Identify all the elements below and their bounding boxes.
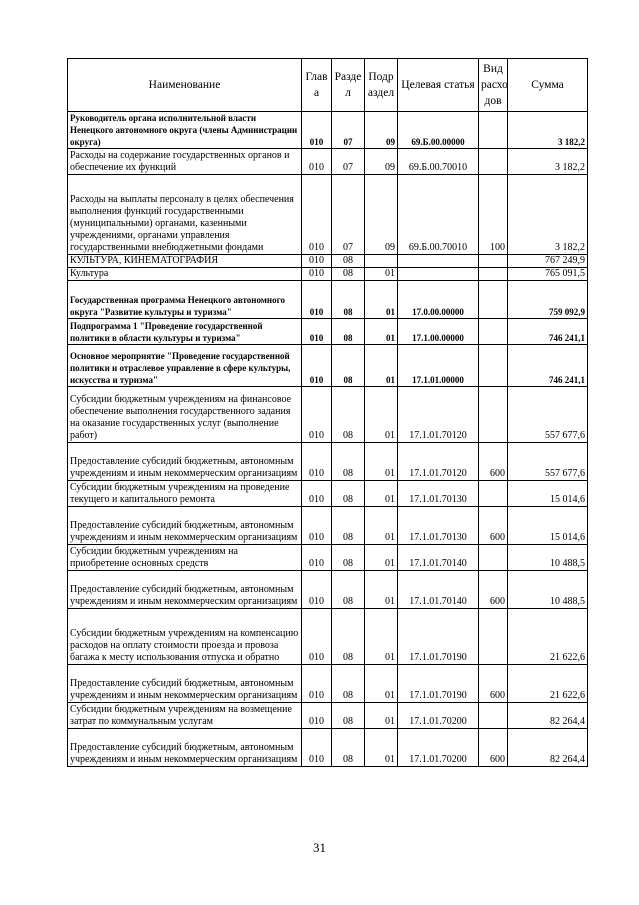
- row-statya: 17.1.01.70130: [398, 507, 479, 545]
- row-name: Расходы на содержание государственных органов и обеспечение их функций: [68, 149, 302, 175]
- row-vid: [479, 609, 508, 665]
- row-razdel: 08: [332, 345, 365, 387]
- row-summa: 3 182,2: [508, 112, 588, 149]
- row-razdel: 08: [332, 255, 365, 268]
- row-vid: 600: [479, 443, 508, 481]
- table-row: [68, 481, 588, 507]
- row-podrazdel: 09: [365, 175, 398, 255]
- row-statya: 17.1.01.70190: [398, 609, 479, 665]
- row-glava: 010: [302, 255, 332, 268]
- table-row: [68, 507, 588, 545]
- table-row: [68, 175, 588, 255]
- row-razdel: 08: [332, 665, 365, 703]
- row-glava: 010: [302, 281, 332, 319]
- row-glava: 010: [302, 703, 332, 729]
- table-row: [68, 281, 588, 319]
- row-name: Предоставление субсидий бюджетным, автономным учреждениям и иным некоммерческим организациям: [68, 729, 302, 767]
- row-statya: 17.1.01.70140: [398, 545, 479, 571]
- row-vid: [479, 545, 508, 571]
- row-name: Субсидии бюджетным учреждениям на компенсацию расходов на оплату стоимости проезда и провоза багажа к месту использования отпуска и обратно: [68, 609, 302, 665]
- row-glava: 010: [302, 387, 332, 443]
- row-glava: 010: [302, 545, 332, 571]
- row-glava: 010: [302, 609, 332, 665]
- row-razdel: 08: [332, 387, 365, 443]
- row-summa: 746 241,1: [508, 345, 588, 387]
- row-razdel: 08: [332, 268, 365, 281]
- row-name: Субсидии бюджетным учреждениям на возмещение затрат по коммунальным услугам: [68, 703, 302, 729]
- row-glava: 010: [302, 481, 332, 507]
- row-summa: 557 677,6: [508, 387, 588, 443]
- row-podrazdel: 01: [365, 281, 398, 319]
- row-glava: 010: [302, 175, 332, 255]
- table-row: [68, 268, 588, 281]
- table-row: [68, 319, 588, 345]
- row-name: Предоставление субсидий бюджетным, автономным учреждениям и иным некоммерческим организациям: [68, 665, 302, 703]
- row-vid: [479, 703, 508, 729]
- row-vid: [479, 268, 508, 281]
- row-summa: 3 182,2: [508, 175, 588, 255]
- row-summa: 82 264,4: [508, 729, 588, 767]
- row-glava: 010: [302, 571, 332, 609]
- col-header-razdel: Разде л: [332, 59, 365, 112]
- row-statya: [398, 255, 479, 268]
- row-podrazdel: 01: [365, 703, 398, 729]
- row-podrazdel: 01: [365, 665, 398, 703]
- col-header-summa: Сумма: [508, 59, 588, 112]
- table-header-row: [68, 59, 588, 112]
- page-number: 31: [313, 840, 326, 855]
- row-razdel: 08: [332, 609, 365, 665]
- row-glava: 010: [302, 149, 332, 175]
- row-glava: 010: [302, 729, 332, 767]
- row-summa: 3 182,2: [508, 149, 588, 175]
- row-name: Предоставление субсидий бюджетным, автономным учреждениям и иным некоммерческим организациям: [68, 507, 302, 545]
- row-podrazdel: 09: [365, 149, 398, 175]
- row-statya: 17.1.01.70200: [398, 703, 479, 729]
- row-statya: 69.Б.00.70010: [398, 175, 479, 255]
- table-row: [68, 571, 588, 609]
- col-header-statya: Целевая статья: [398, 59, 479, 112]
- row-name: Расходы на выплаты персоналу в целях обеспечения выполнения функций государственными (муниципальными) органами, казенными учреждениями, органами управления государственными внебюджетными фондами: [68, 175, 302, 255]
- row-razdel: 08: [332, 281, 365, 319]
- table-row: [68, 255, 588, 268]
- row-summa: 10 488,5: [508, 571, 588, 609]
- row-razdel: 08: [332, 703, 365, 729]
- row-razdel: 07: [332, 112, 365, 149]
- row-podrazdel: 01: [365, 443, 398, 481]
- row-name: Предоставление субсидий бюджетным, автономным учреждениям и иным некоммерческим организациям: [68, 571, 302, 609]
- table-row: [68, 609, 588, 665]
- budget-table: [67, 58, 588, 767]
- row-summa: 15 014,6: [508, 507, 588, 545]
- row-razdel: 08: [332, 481, 365, 507]
- row-razdel: 07: [332, 149, 365, 175]
- row-statya: 17.1.01.70200: [398, 729, 479, 767]
- table-row: [68, 729, 588, 767]
- row-summa: 82 264,4: [508, 703, 588, 729]
- table-row: [68, 112, 588, 149]
- row-statya: 69.Б.00.00000: [398, 112, 479, 149]
- row-summa: 767 249,9: [508, 255, 588, 268]
- col-header-podrazdel: Подр аздел: [365, 59, 398, 112]
- row-razdel: 08: [332, 507, 365, 545]
- row-vid: [479, 112, 508, 149]
- row-razdel: 08: [332, 545, 365, 571]
- row-name: КУЛЬТУРА, КИНЕМАТОГРАФИЯ: [68, 255, 302, 268]
- row-name: Культура: [68, 268, 302, 281]
- row-name: Субсидии бюджетным учреждениям на проведение текущего и капитального ремонта: [68, 481, 302, 507]
- row-summa: 10 488,5: [508, 545, 588, 571]
- table-row: [68, 665, 588, 703]
- col-header-name: Наименование: [68, 59, 302, 112]
- row-summa: 21 622,6: [508, 665, 588, 703]
- row-vid: 600: [479, 571, 508, 609]
- row-podrazdel: 01: [365, 729, 398, 767]
- row-vid: 100: [479, 175, 508, 255]
- table-body: [68, 112, 588, 767]
- row-glava: 010: [302, 268, 332, 281]
- row-glava: 010: [302, 665, 332, 703]
- row-summa: 746 241,1: [508, 319, 588, 345]
- table-row: [68, 545, 588, 571]
- row-podrazdel: 01: [365, 609, 398, 665]
- row-razdel: 08: [332, 571, 365, 609]
- row-name: Субсидии бюджетным учреждениям на приобретение основных средств: [68, 545, 302, 571]
- row-podrazdel: 01: [365, 481, 398, 507]
- row-vid: [479, 255, 508, 268]
- row-razdel: 07: [332, 175, 365, 255]
- row-statya: 17.1.01.70120: [398, 387, 479, 443]
- row-statya: 17.1.01.70190: [398, 665, 479, 703]
- row-name: Руководитель органа исполнительной власти Ненецкого автономного округа (члены Администрации округа): [68, 112, 302, 149]
- row-name: Основное мероприятие "Проведение государственной политики и отраслевое управление в сфере культуры, искусства и туризма": [68, 345, 302, 387]
- row-vid: [479, 281, 508, 319]
- row-podrazdel: 01: [365, 387, 398, 443]
- row-glava: 010: [302, 319, 332, 345]
- table-row: [68, 443, 588, 481]
- row-podrazdel: 09: [365, 112, 398, 149]
- col-header-vid: Вид расхо дов: [479, 59, 508, 112]
- row-glava: 010: [302, 345, 332, 387]
- row-statya: 17.0.00.00000: [398, 281, 479, 319]
- table-row: [68, 345, 588, 387]
- row-summa: 15 014,6: [508, 481, 588, 507]
- row-razdel: 08: [332, 443, 365, 481]
- row-vid: 600: [479, 729, 508, 767]
- table-row: [68, 387, 588, 443]
- row-podrazdel: 01: [365, 507, 398, 545]
- row-summa: 765 091,5: [508, 268, 588, 281]
- row-name: Государственная программа Ненецкого автономного округа "Развитие культуры и туризма": [68, 281, 302, 319]
- row-summa: 759 092,9: [508, 281, 588, 319]
- row-vid: [479, 345, 508, 387]
- col-header-glava: Глав а: [302, 59, 332, 112]
- row-podrazdel: [365, 255, 398, 268]
- row-vid: [479, 387, 508, 443]
- row-statya: 17.1.01.70130: [398, 481, 479, 507]
- row-statya: 17.1.01.00000: [398, 345, 479, 387]
- row-vid: [479, 319, 508, 345]
- row-name: Субсидии бюджетным учреждениям на финансовое обеспечение выполнения государственного задания на оказание государственных услуг (выполнение работ): [68, 387, 302, 443]
- row-statya: 17.1.01.70120: [398, 443, 479, 481]
- row-glava: 010: [302, 112, 332, 149]
- row-vid: 600: [479, 665, 508, 703]
- row-statya: 69.Б.00.70010: [398, 149, 479, 175]
- row-summa: 557 677,6: [508, 443, 588, 481]
- row-statya: 17.1.00.00000: [398, 319, 479, 345]
- row-podrazdel: 01: [365, 345, 398, 387]
- row-razdel: 08: [332, 729, 365, 767]
- table-row: [68, 149, 588, 175]
- row-vid: [479, 481, 508, 507]
- table-row: [68, 703, 588, 729]
- row-podrazdel: 01: [365, 571, 398, 609]
- row-vid: 600: [479, 507, 508, 545]
- row-glava: 010: [302, 507, 332, 545]
- row-name: Предоставление субсидий бюджетным, автономным учреждениям и иным некоммерческим организациям: [68, 443, 302, 481]
- row-statya: 17.1.01.70140: [398, 571, 479, 609]
- row-razdel: 08: [332, 319, 365, 345]
- row-vid: [479, 149, 508, 175]
- row-statya: [398, 268, 479, 281]
- row-podrazdel: 01: [365, 545, 398, 571]
- row-name: Подпрограмма 1 "Проведение государственной политики в области культуры и туризма": [68, 319, 302, 345]
- row-podrazdel: 01: [365, 268, 398, 281]
- row-podrazdel: 01: [365, 319, 398, 345]
- row-summa: 21 622,6: [508, 609, 588, 665]
- row-glava: 010: [302, 443, 332, 481]
